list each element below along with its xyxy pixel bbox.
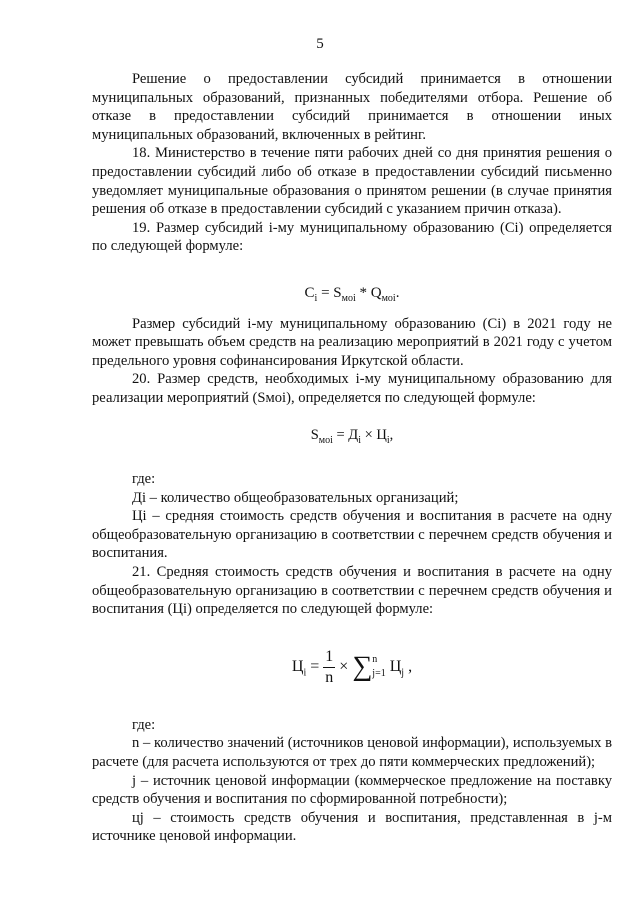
definition-d: Дi – количество общеобразовательных организаций; xyxy=(132,489,459,506)
fraction: $\frac{1}{n}$ xyxy=(325,647,334,686)
paragraph-19: 19. Размер субсидий i-му муниципальному образованию (Сi) определяется по следующей формуле: xyxy=(92,219,612,255)
definition-c: Цi – средняя стоимость средств обучения и воспитания в расчете на одну общеобразовательную организацию в соответствии с перечнем средств обучения и воспитания. xyxy=(92,508,612,562)
formula-subsidy: $C_i = S_{мoi} * Q_{мoi}$. xyxy=(304,284,400,304)
formula-average-cost: $Ц_i$ = $\frac{1}{n}$ × ∑n j=1 $Ц_j$ , xyxy=(291,647,413,686)
paragraph-20: 20. Размер средств, необходимых i-му муниципальному образованию для реализации мероприятий (Sмоi), определяется по следующей формуле: xyxy=(92,371,612,406)
formula-funds: $S_{мoi} = Д_i \times Ц_i$, xyxy=(310,426,394,446)
paragraph-21: 21. Средняя стоимость средств обучения и воспитания в расчете на одну общеобразовательную организацию в соответствии с перечнем средств обучения и воспитания (Цi) определяется по следующей формуле: xyxy=(92,563,612,618)
paragraph-18: 18. Министерство в течение пяти рабочих дней со дня принятия решения о предоставлении субсидий либо об отказе в предоставлении субсидий письменно уведомляет муниципальные образования о принятом решении (в случае принятия решения об отказе в предоставлении субсидий с указанием причин отказа). xyxy=(92,145,612,218)
definition-cj: цj – стоимость средств обучения и воспитания, представленная в j-м источнике ценовой информации. xyxy=(92,809,612,845)
paragraph-decision: Решение о предоставлении субсидий принимается в отношении муниципальных образований, признанных победителями отбора. Решение об отказе в предоставлении субсидий принимается в отношении иных муниципальных образований, включенных в рейтинг. xyxy=(92,71,612,143)
paragraph-subsidy-limit: Размер субсидий i-му муниципальному образованию (Сi) в 2021 году не может превышать объем средств на реализацию мероприятий в 2021 году с учетом предельного уровня софинансирования Иркутской области. xyxy=(92,315,612,369)
where-label-1: где: xyxy=(132,470,156,487)
sum-symbol: ∑ xyxy=(352,650,373,682)
page-number: 5 xyxy=(316,36,324,52)
definition-n: n – количество значений (источников ценовой информации), используемых в расчете (для расчета используются от трех до пяти коммерческих предложений); xyxy=(92,735,612,770)
definition-j: j – источник ценовой информации (коммерческое предложение на поставку средств обучения и воспитания по сформированной потребности); xyxy=(92,772,612,808)
where-label-2: где: xyxy=(132,716,156,733)
document-body xyxy=(92,70,612,846)
